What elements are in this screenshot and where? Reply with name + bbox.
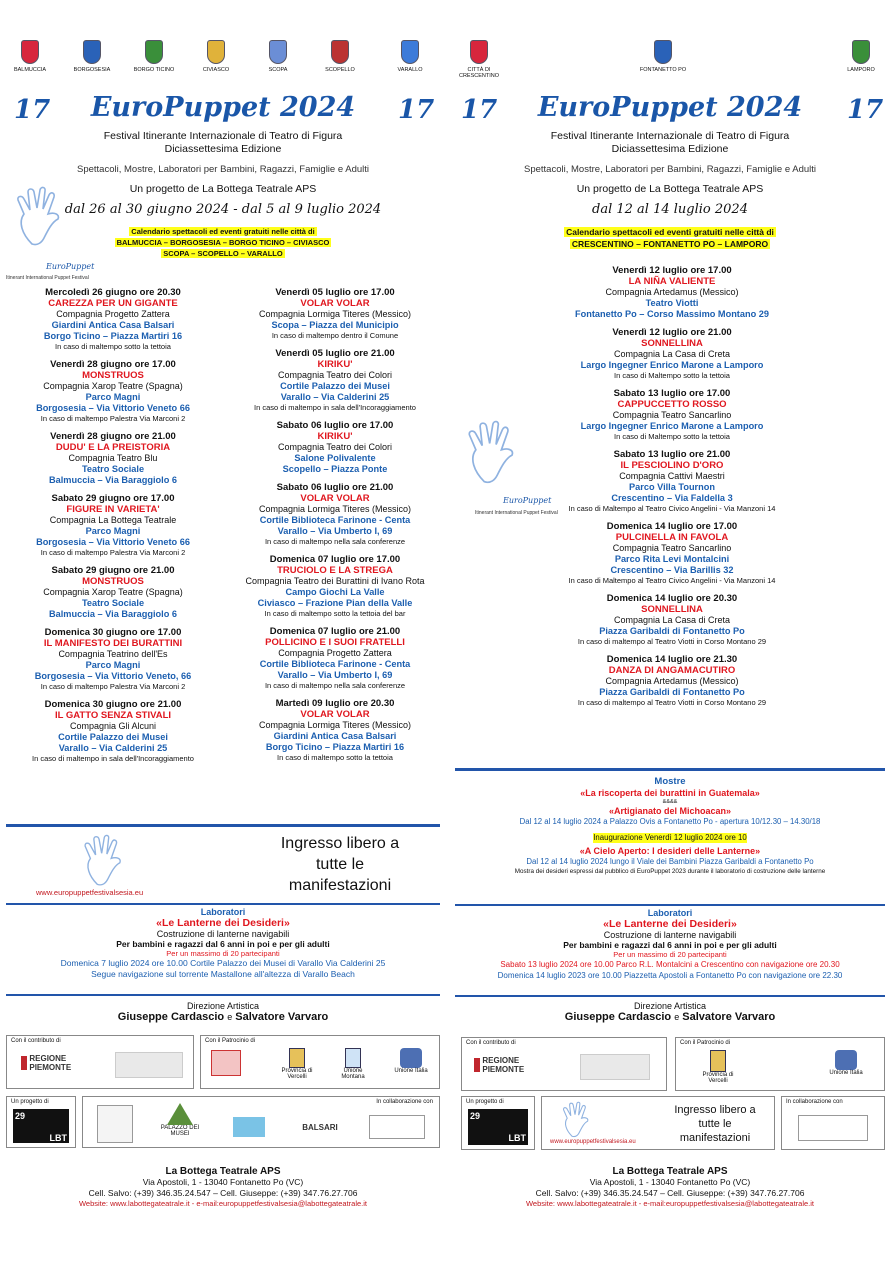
event-datetime: Sabato 06 luglio ore 21.00 (276, 482, 394, 493)
event-datetime: Domenica 30 giugno ore 21.00 (44, 699, 182, 710)
event-datetime: Martedì 09 luglio ore 20.30 (275, 698, 395, 709)
event-venue: Cortile Biblioteca Farinone - Centa (259, 515, 411, 525)
event-place: Borgosesia – Via Vittorio Veneto, 66 (34, 671, 192, 681)
town-crest-icon (380, 40, 440, 73)
event-place: Civiasco – Frazione Pian della Valle (257, 598, 413, 608)
organizer-footer: La Bottega Teatrale APS Via Apostoli, 1 - 13040 Fontanetto Po (VC) Cell. Salvo: (+39) 346.35.24.547 – Cell. Giuseppe: (+39) 347.76.27.706 Website: www.labottegateatrale.it - e-mail:europuppetfestivalsesia@labottegateatrale.it (525, 1166, 815, 1208)
event-title: SONNELLINA (641, 604, 703, 615)
event-title: TRUCIOLO E LA STREGA (277, 565, 393, 576)
event-company: Compagnia Teatro Sancarlino (612, 410, 732, 420)
collaboration-box: In collaborazione con (781, 1096, 885, 1150)
town-crest-icon (449, 40, 509, 79)
event-title: SONNELLINA (641, 338, 703, 349)
event-note: In caso di Maltempo al Teatro Civico Angelini - Via Manzoni 14 (568, 504, 776, 513)
event-place: Borgo Ticino – Piazza Martiri 16 (43, 331, 183, 341)
event-venue: Parco Magni (85, 526, 141, 536)
town-name: LAMPORO (847, 67, 875, 73)
event-company: Compagnia Teatro Sancarlino (612, 543, 732, 553)
event-item (4, 287, 222, 352)
event-datetime: Sabato 13 luglio ore 21.00 (613, 449, 731, 460)
left-flyer (0, 0, 446, 1262)
event-company: Compagnia Progetto Zattera (56, 309, 170, 319)
event-place: Borgosesia – Via Vittorio Veneto 66 (36, 537, 190, 547)
event-title: VOLAR VOLAR (300, 493, 370, 504)
organizer-footer: La Bottega Teatrale APS Via Apostoli, 1 - 13040 Fontanetto Po (VC) Cell. Salvo: (+39) 346.35.24.547 – Cell. Giuseppe: (+39) 347.76.27.706 Website: www.labottegateatrale.it - e-mail:europuppetfestivalsesia@labottegateatrale.it (78, 1166, 368, 1208)
town-name: BALMUCCIA (13, 67, 47, 73)
event-venue: Giardini Antica Casa Balsari (273, 731, 397, 741)
project-credit: Un progetto de La Bottega Teatrale APS (576, 183, 764, 195)
calendar-banner: Calendario spettacoli ed eventi gratuiti nelle città di CRESCENTINO – FONTANETTO PO – LAMPORO (566, 227, 774, 249)
event-note: In caso di maltempo dentro il Comune (271, 331, 399, 340)
divider (455, 995, 885, 997)
foundation-logo (580, 1054, 650, 1080)
event-note: In caso di maltempo al Teatro Viotti in Corso Montano 29 (577, 698, 767, 707)
event-company: Compagnia La Casa di Creta (613, 615, 731, 625)
event-title: PULCINELLA IN FAVOLA (615, 532, 729, 543)
event-note: In caso di maltempo Palestra Via Marconi 2 (40, 414, 186, 423)
event-title: CAREZZA PER UN GIGANTE (48, 298, 178, 309)
event-venue: Parco Villa Tournon (629, 482, 715, 492)
exhibitions-section: Mostre «La riscoperta dei burattini in Guatemala» &&&& «Artigianato del Michoacan» Dal 12 al 14 luglio 2024 a Palazzo Ovis a Fontanetto Po - apertura 10/12.30 – 14.30/18 Inaugurazione Venerdì 12 luglio 2024 ore 10 «A Cielo Aperto: I desideri delle Lanterne» Dal 12 al 14 luglio 2024 lungo il Viale dei Bambini Piazza Garibaldi a Fontanetto Po Mostra dei desideri espressi dal pubblico di EuroPuppet 2023 durante il laboratorio di costruzione delle lanterne (514, 776, 826, 875)
crest-row (447, 40, 893, 88)
event-item (226, 482, 444, 547)
event-company: Compagnia Xarop Teatre (Spagna) (43, 381, 183, 391)
free-entry-notice: Ingresso libero a tutte le manifestazioni (280, 835, 400, 894)
event-datetime: Domenica 14 luglio ore 20.30 (606, 593, 738, 604)
event-title: IL MANIFESTO DEI BURATTINI (43, 638, 183, 649)
divider (455, 768, 885, 771)
edition-number: 17 (398, 95, 435, 125)
festival-tagline: Spettacoli, Mostre, Laboratori per Bambini, Ragazzi, Famiglie e Adulti (524, 164, 816, 175)
partner-logo: BALSARI (302, 1123, 338, 1132)
event-venue: Largo Ingegner Enrico Marone a Lamporo (580, 421, 764, 431)
artistic-direction: Direzione Artistica Giuseppe Cardascio e Salvatore Varvaro (564, 1001, 776, 1023)
event-company: Compagnia Gli Alcuni (69, 721, 157, 731)
free-entry-box (541, 1096, 775, 1150)
event-place: Crescentino – Via Barillis 32 (610, 565, 734, 575)
event-item (507, 265, 837, 320)
event-title: MONSTRUOS (82, 370, 144, 381)
event-place: Borgosesia – Via Vittorio Veneto 66 (36, 403, 190, 413)
event-title: KIRIKU' (317, 359, 353, 370)
event-company: Compagnia Teatrino dell'Es (58, 649, 168, 659)
event-note: In caso di maltempo al Teatro Viotti in Corso Montano 29 (577, 637, 767, 646)
brand-caption: Itinerant International Puppet Festival (6, 275, 89, 281)
crest-icon: Provincia di Vercelli (277, 1048, 317, 1080)
event-venue: Teatro Sociale (81, 598, 145, 608)
event-place: Varallo – Via Umberto I, 69 (277, 670, 393, 680)
town-crest-icon (0, 40, 60, 73)
festival-subtitle: Festival Itinerante Internazionale di Teatro di Figura Diciassettesima Edizione (550, 130, 790, 155)
festival-tagline: Spettacoli, Mostre, Laboratori per Bambini, Ragazzi, Famiglie e Adulti (77, 164, 369, 175)
event-company: Compagnia Teatro Blu (68, 453, 158, 463)
event-datetime: Sabato 29 giugno ore 17.00 (51, 493, 175, 504)
event-place: Varallo – Via Calderini 25 (280, 392, 390, 402)
event-venue: Parco Magni (85, 392, 141, 402)
event-note: In caso di maltempo nella sala conferenze (264, 681, 406, 690)
event-place: Balmuccia – Via Baraggiolo 6 (49, 475, 177, 485)
events-column (507, 265, 837, 715)
event-place: Varallo – Via Calderini 25 (58, 743, 168, 753)
event-company: Compagnia Lormiga Titeres (Messico) (258, 504, 412, 514)
hand-logo-icon (560, 1101, 596, 1139)
event-item (4, 493, 222, 558)
event-datetime: Venerdì 28 giugno ore 21.00 (50, 431, 176, 442)
edition-number: 17 (461, 95, 498, 125)
edition-number: 17 (847, 95, 884, 125)
event-venue: Salone Polivalente (294, 453, 376, 463)
sponsor-box: Con il contributo di REGIONE PIEMONTE (6, 1035, 194, 1089)
event-datetime: Sabato 29 giugno ore 21.00 (51, 565, 175, 576)
event-title: KIRIKU' (317, 431, 353, 442)
event-datetime: Venerdì 12 luglio ore 17.00 (612, 265, 732, 276)
event-company: Compagnia Artedamus (Messico) (605, 287, 739, 297)
partner-logo (369, 1115, 425, 1139)
website-link[interactable]: www.europuppetfestivalsesia.eu (36, 888, 144, 897)
collaboration-box: In collaborazione con PALAZZO DEI MUSEI BALSARI (82, 1096, 440, 1148)
crest-row (0, 40, 446, 88)
event-note: In caso di Maltempo sotto la tettoia (614, 371, 730, 380)
event-datetime: Domenica 07 luglio ore 21.00 (269, 626, 401, 637)
town-name: CITTÀ DI CRESCENTINO (458, 67, 500, 79)
event-datetime: Sabato 06 luglio ore 17.00 (276, 420, 394, 431)
event-note: In caso di maltempo sotto la tettoia del bar (264, 609, 406, 618)
event-place: Varallo – Via Umberto I, 69 (277, 526, 393, 536)
event-company: Compagnia Cattivi Maestri (619, 471, 725, 481)
event-item (507, 449, 837, 514)
brand-label: EuroPuppet (46, 262, 95, 271)
event-title: FIGURE IN VARIETA' (66, 504, 160, 515)
event-item (507, 654, 837, 708)
event-item (507, 593, 837, 647)
town-name: BORGOSESIA (73, 67, 111, 73)
town-name: SCOPELLO (325, 67, 355, 73)
town-crest-icon (186, 40, 246, 73)
event-note: In caso di maltempo Palestra Via Marconi 2 (40, 682, 186, 691)
event-venue: Parco Rita Levi Montalcini (614, 554, 730, 564)
town-crest-icon (248, 40, 308, 73)
event-venue: Scopa – Piazza del Municipio (271, 320, 399, 330)
event-venue: Parco Magni (85, 660, 141, 670)
partner-logo (798, 1115, 868, 1141)
event-datetime: Domenica 14 luglio ore 17.00 (606, 521, 738, 532)
event-item (226, 698, 444, 763)
event-company: Compagnia Artedamus (Messico) (605, 676, 739, 686)
workshop-section: Laboratori «Le Lanterne dei Desideri» Costruzione di lanterne navigabili Per bambini e ragazzi dal 6 anni in poi e per gli adulti Per un massimo di 20 partecipanti Sabato 13 luglio 2024 ore 10.00 Parco R.L. Montalcini a Crescentino con navigazione ore 20.30 Domenica 14 luglio 2023 ore 10.00 Piazzetta Apostoli a Fontanetto Po con navigazione ore 22.30 (497, 908, 843, 980)
event-datetime: Domenica 07 luglio ore 17.00 (269, 554, 401, 565)
event-company: Compagnia Lormiga Titeres (Messico) (258, 720, 412, 730)
event-datetime: Domenica 30 giugno ore 17.00 (44, 627, 182, 638)
event-note: In caso di maltempo nella sala conferenze (264, 537, 406, 546)
event-company: Compagnia Xarop Teatre (Spagna) (43, 587, 183, 597)
event-note: In caso di maltempo in sala dell'Incoraggiamento (32, 754, 194, 763)
artistic-direction: Direzione Artistica Giuseppe Cardascio e Salvatore Varvaro (117, 1001, 329, 1023)
event-datetime: Domenica 14 luglio ore 21.30 (606, 654, 738, 665)
event-item (4, 627, 222, 692)
town-crest-icon (831, 40, 891, 73)
event-item (507, 327, 837, 381)
regione-logo: REGIONE PIEMONTE (21, 1054, 81, 1072)
town-name: VARALLO (397, 67, 423, 73)
crest-icon: Unione Italia (391, 1048, 431, 1074)
event-item (4, 565, 222, 620)
sponsor-box: Con il contributo di REGIONE PIEMONTE (461, 1037, 667, 1091)
regione-logo: REGIONE PIEMONTE (474, 1056, 534, 1074)
event-venue: Cortile Palazzo dei Musei (58, 732, 168, 742)
event-venue: Piazza Garibaldi di Fontanetto Po (599, 626, 745, 636)
divider (455, 904, 885, 906)
event-venue: Campo Giochi La Valle (285, 587, 385, 597)
event-item (507, 521, 837, 586)
town-name: SCOPA (268, 67, 288, 73)
town-name: BORGO TICINO (133, 67, 175, 73)
calendar-banner: Calendario spettacoli ed eventi gratuiti nelle città di BALMUCCIA – BORGOSESIA – BORGO TICINO – CIVIASCO SCOPA – SCOPELLO – VARALLO (116, 227, 330, 258)
right-flyer (447, 0, 893, 1262)
project-credit: Un progetto de La Bottega Teatrale APS (129, 183, 317, 195)
website-link[interactable]: www.europuppetfestivalsesia.eu (550, 1139, 636, 1145)
event-note: In caso di Maltempo al Teatro Civico Angelini - Via Manzoni 14 (568, 576, 776, 585)
event-note: In caso di maltempo sotto la tettoia (55, 342, 171, 351)
partner-logo (233, 1117, 265, 1137)
event-venue: Largo Ingegner Enrico Marone a Lamporo (580, 360, 764, 370)
lbt-logo: 29 LBT (470, 1111, 526, 1143)
event-title: MONSTRUOS (82, 576, 144, 587)
event-title: LA NIÑA VALIENTE (628, 276, 716, 287)
workshop-section: Laboratori «Le Lanterne dei Desideri» Costruzione di lanterne navigabili Per bambini e ragazzi dal 6 anni in poi e per gli adulti Per un massimo di 20 partecipanti Domenica 7 luglio 2024 ore 10.00 Cortile Palazzo dei Musei di Varallo Via Calderini 25 Segue navigazione sul torrente Mastallone all'altezza di Varallo Beach (60, 907, 386, 979)
event-note: In caso di Maltempo sotto la tettoia (614, 432, 730, 441)
event-item (226, 626, 444, 691)
crest-icon: Unione Montana (333, 1048, 373, 1080)
event-venue: Teatro Viotti (645, 298, 699, 308)
festival-dates: dal 26 al 30 giugno 2024 - dal 5 al 9 luglio 2024 (64, 202, 382, 217)
producer-box: Un progetto di 29 LBT (6, 1096, 76, 1148)
event-datetime: Sabato 13 luglio ore 17.00 (613, 388, 731, 399)
event-company: Compagnia La Casa di Creta (613, 349, 731, 359)
event-item (4, 431, 222, 486)
event-venue: Cortile Biblioteca Farinone - Centa (259, 659, 411, 669)
event-datetime: Venerdì 05 luglio ore 21.00 (275, 348, 395, 359)
event-item (507, 388, 837, 442)
lbt-logo: 29 LBT (15, 1111, 67, 1143)
festival-title: EuroPuppet 2024 (537, 92, 803, 123)
event-item (4, 699, 222, 764)
event-company: Compagnia Teatro dei Colori (278, 442, 392, 452)
event-datetime: Mercoledì 26 giugno ore 20.30 (45, 287, 181, 298)
event-note: In caso di maltempo Palestra Via Marconi 2 (40, 548, 186, 557)
event-title: DUDU' E LA PREISTORIA (55, 442, 171, 453)
event-note: In caso di maltempo sotto la tettoia (277, 753, 393, 762)
divider (6, 994, 440, 996)
event-place: Balmuccia – Via Baraggiolo 6 (49, 609, 177, 619)
hand-logo-icon (80, 834, 132, 888)
festival-subtitle: Festival Itinerante Internazionale di Teatro di Figura Diciassettesima Edizione (103, 130, 343, 155)
event-place: Fontanetto Po – Corso Massimo Montano 29 (575, 309, 769, 319)
event-venue: Teatro Sociale (81, 464, 145, 474)
patronage-box: Con il Patrocinio di Provincia di Vercelli Unione Montana Unione Italia (200, 1035, 440, 1089)
event-item (4, 359, 222, 424)
event-item (226, 420, 444, 475)
edition-number: 17 (14, 95, 51, 125)
free-entry-notice: Ingresso libero a tutte le manifestazioni (674, 1104, 756, 1144)
events-column-2 (226, 287, 444, 770)
event-title: CAPPUCCETTO ROSSO (617, 399, 727, 410)
town-name: CIVIASCO (202, 67, 230, 73)
divider (6, 824, 440, 827)
event-company: Compagnia Teatro dei Burattini di Ivano Rota (245, 576, 425, 586)
brand-label: EuroPuppet (503, 496, 552, 505)
event-venue: Cortile Palazzo dei Musei (280, 381, 390, 391)
event-company: Compagnia Lormiga Titeres (Messico) (258, 309, 412, 319)
event-title: DANZA DI ANGAMACUTIRO (608, 665, 736, 676)
events-column-1 (4, 287, 222, 771)
event-company: Compagnia Teatro dei Colori (278, 370, 392, 380)
event-title: IL PESCIOLINO D'ORO (620, 460, 724, 471)
partner-logo (97, 1105, 133, 1143)
event-title: VOLAR VOLAR (300, 709, 370, 720)
crest-icon: Unione Italia (826, 1050, 866, 1076)
event-title: IL GATTO SENZA STIVALI (54, 710, 172, 721)
event-place: Scopello – Piazza Ponte (282, 464, 388, 474)
event-datetime: Venerdì 05 luglio ore 17.00 (275, 287, 395, 298)
festival-title: EuroPuppet 2024 (90, 92, 356, 123)
town-crest-icon (62, 40, 122, 73)
event-place: Borgo Ticino – Piazza Martiri 16 (265, 742, 405, 752)
divider (6, 903, 440, 905)
town-crest-icon (633, 40, 693, 73)
producer-box: Un progetto di 29 LBT (461, 1096, 535, 1150)
event-venue: Piazza Garibaldi di Fontanetto Po (599, 687, 745, 697)
brand-caption: Itinerant International Puppet Festival (475, 510, 558, 516)
event-item (226, 287, 444, 341)
event-item (226, 348, 444, 413)
event-datetime: Venerdì 12 luglio ore 21.00 (612, 327, 732, 338)
town-name: FONTANETTO PO (639, 67, 687, 73)
patronage-box: Con il Patrocinio di Provincia di Vercelli Unione Italia (675, 1037, 885, 1091)
event-place: Crescentino – Via Faldella 3 (611, 493, 733, 503)
event-company: Compagnia Progetto Zattera (278, 648, 392, 658)
event-venue: Giardini Antica Casa Balsari (51, 320, 175, 330)
event-company: Compagnia La Bottega Teatrale (49, 515, 177, 525)
town-crest-icon (310, 40, 370, 73)
foundation-logo (115, 1052, 183, 1078)
event-item (226, 554, 444, 619)
event-title: VOLAR VOLAR (300, 298, 370, 309)
festival-dates: dal 12 al 14 luglio 2024 (592, 202, 748, 217)
province-logo (211, 1050, 241, 1076)
event-title: POLLICINO E I SUOI FRATELLI (265, 637, 405, 648)
partner-logo: PALAZZO DEI MUSEI (159, 1103, 201, 1137)
town-crest-icon (124, 40, 184, 73)
crest-icon: Provincia di Vercelli (696, 1050, 740, 1084)
event-note: In caso di maltempo in sala dell'Incoraggiamento (254, 403, 416, 412)
event-datetime: Venerdì 28 giugno ore 17.00 (50, 359, 176, 370)
